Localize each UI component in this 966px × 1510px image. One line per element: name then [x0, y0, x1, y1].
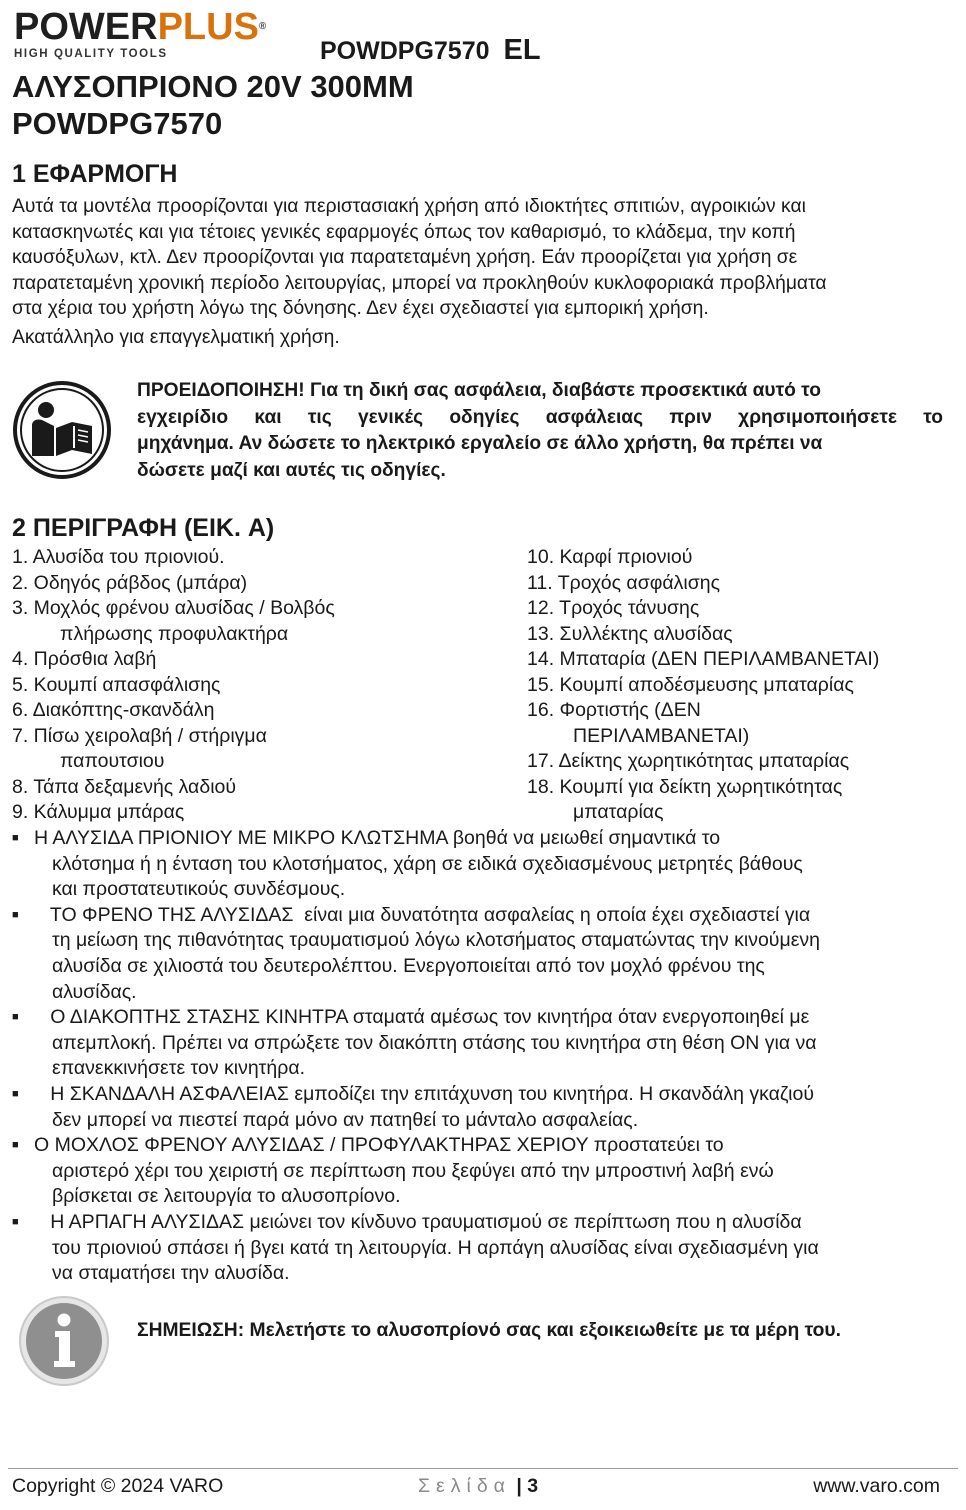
bullet-first-line	[12, 826, 962, 852]
list-item-continuation: πλήρωσης προφυλακτήρα	[60, 622, 289, 645]
bullet-square-icon: ■	[12, 1011, 19, 1024]
list-item: 2. Οδηγός ράβδος (μπάρα)	[12, 571, 248, 594]
bullet-square-icon: ■	[12, 908, 19, 921]
list-item: 12. Τροχός τάνυσης	[527, 597, 700, 619]
logo-power: POWER	[14, 6, 158, 48]
body-line: Ακατάλληλο για επαγγελματική χρήση.	[12, 326, 340, 348]
list-item: 10. Καρφί πριονιού	[527, 546, 693, 568]
bullet-continuation: του πριονιού σπάσει ή βγει κατά τη λειτουργία. Η αρπάγη αλυσίδας είναι σχεδιασμένη για	[52, 1236, 819, 1259]
bullet-text: Η ΣΚΑΝΔΑΛΗ ΑΣΦΑΛΕΙΑΣ εμποδίζει την επιτάχυνση του κινητήρα. Η σκανδάλη γκαζιού	[34, 1082, 815, 1105]
safety-features-list	[12, 826, 962, 1287]
bullet-continuation: κλότσημα ή η ένταση του κλοτσήματος, χάρη σε ειδικά σχεδιασμένους μετρητές βάθους	[52, 852, 803, 875]
bullet-continuation: αλυσίδα σε χιλιοστά του δευτερολέπτου. Ενεργοποιείται από τον μοχλό φρένου της	[52, 954, 765, 977]
footer-url: www.varo.com	[813, 1475, 940, 1497]
bullet-continuation: απεμπλοκή. Πρέπει να σπρώξετε τον διακόπτη στάσης του κινητήρα στη θέση ON για να	[52, 1031, 817, 1054]
bullet-continuation: και προστατευτικούς συνδέσμους.	[52, 878, 346, 901]
list-item: 5. Κουμπί απασφάλισης	[12, 673, 221, 696]
list-item: 18. Κουμπί για δείκτη χωρητικότητας	[527, 775, 843, 798]
bullet-text: Η ΑΛΥΣΙΔΑ ΠΡΙΟΝΙΟΥ ΜΕ ΜΙΚΡΟ ΚΛΩΤΣΗΜΑ βοηθά να μειωθεί σημαντικά το	[34, 827, 721, 849]
bullet-first-line	[12, 1210, 962, 1236]
model-code-header	[320, 34, 541, 67]
list-item: 4. Πρόσθια λαβή	[12, 648, 157, 670]
warning-line: μηχάνημα. Αν δώσετε το ηλεκτρικό εργαλείο σε άλλο χρήστη, θα πρέπει να	[137, 433, 823, 454]
bullet-continuation: βρίσκεται σε λειτουργία το αλυσοπρίονο.	[52, 1185, 401, 1208]
list-item-continuation: παπουτσιου	[60, 750, 165, 772]
body-line: καυσόξυλων, κτλ. Δεν προορίζονται για παρατεταμένη χρήση. Εάν προορίζεται για χρήση σε	[12, 247, 798, 268]
list-item: 13. Συλλέκτης αλυσίδας	[527, 622, 733, 645]
page-title	[12, 68, 414, 142]
bullet-text: Η ΑΡΠΑΓΗ ΑΛΥΣΙΔΑΣ μειώνει τον κίνδυνο τραυματισμού σε περίπτωση που η αλυσίδα	[34, 1210, 802, 1233]
bullet-square-icon: ■	[12, 1139, 19, 1152]
section-1-heading: 1 ΕΦΑΡΜΟΓΗ	[12, 160, 178, 188]
page-label: Σελίδα	[418, 1475, 511, 1497]
bullet-first-line	[12, 1005, 962, 1031]
model-code: POWDPG7570	[320, 37, 490, 65]
body-line: Αυτά τα μοντέλα προορίζονται για περιστασιακή χρήση από ιδιοκτήτες σπιτιών, αγροικιών και	[12, 196, 806, 217]
logo-registered-mark: ®	[258, 21, 267, 32]
warning-text	[137, 378, 943, 484]
body-line: παρατεταμένη χρονική περίοδο λειτουργίας, μπορεί να προκληθούν κυκλοφοριακά προβλήματα	[12, 272, 827, 294]
list-item: 15. Κουμπί αποδέσμευσης μπαταρίας	[527, 673, 854, 696]
logo-tagline: HIGH QUALITY TOOLS	[14, 48, 168, 60]
info-icon	[18, 1295, 110, 1387]
list-item: 3. Μοχλός φρένου αλυσίδας / Βολβός	[12, 597, 335, 619]
brand-logo	[14, 8, 304, 58]
parts-list-left	[12, 545, 512, 826]
bullet-square-icon: ■	[12, 1215, 19, 1228]
bullet-continuation: επανεκκινήσετε τον κινητήρα.	[52, 1057, 306, 1080]
section-1-body	[12, 194, 962, 350]
list-item: 7. Πίσω χειρολαβή / στήριγμα	[12, 724, 267, 747]
footer-copyright: Copyright © 2024 VARO	[12, 1475, 224, 1497]
bullet-continuation: δεν μπορεί να πιεστεί παρά μόνο αν πατηθεί το μάνταλο ασφαλείας.	[52, 1108, 639, 1131]
body-line: στα χέρια του χρήστη λόγω της δόνησης. Δεν έχει σχεδιαστεί για εμπορική χρήση.	[12, 298, 709, 319]
bullet-continuation: τη μείωση της πιθανότητας τραυματισμού λόγω κλοτσήματος σταματώντας την κινούμενη	[52, 929, 820, 952]
list-item: 14. Μπαταρία (ΔΕΝ ΠΕΡΙΛΑΜΒΑΝΕΤΑΙ)	[527, 648, 880, 670]
list-item-continuation: ΠΕΡΙΛΑΜΒΑΝΕΤΑΙ)	[573, 724, 750, 747]
title-line-1: ΑΛΥΣΟΠΡΙΟΝΟ 20V 300MM	[12, 69, 414, 104]
logo-wordmark	[14, 8, 304, 46]
page-separator: |	[510, 1475, 528, 1497]
bullet-continuation: να σταματήσει την αλυσίδα.	[52, 1262, 290, 1285]
section-2-heading: 2 ΠΕΡΙΓΡΑΦΗ (ΕΙΚ. A)	[12, 514, 275, 542]
list-item: 11. Τροχός ασφάλισης	[527, 571, 721, 594]
language-code: EL	[503, 34, 541, 66]
bullet-continuation: αριστερό χέρι του χειριστή σε περίπτωση που ξεφύγει από την μπροστινή λαβή ενώ	[52, 1159, 774, 1182]
bullet-continuation: αλυσίδας.	[52, 980, 137, 1003]
list-item: 16. Φορτιστής (ΔΕΝ	[527, 699, 701, 721]
list-item: 1. Αλυσίδα του πριονιού.	[12, 546, 225, 568]
bullet-text: Ο ΔΙΑΚΟΠΤΗΣ ΣΤΑΣΗΣ ΚΙΝΗΤΡΑ σταματά αμέσως τον κινητήρα όταν ενεργοποιηθεί με	[34, 1006, 810, 1029]
read-manual-icon	[12, 380, 112, 480]
page-number: 3	[527, 1475, 539, 1497]
parts-list-right	[527, 545, 963, 826]
list-item: 6. Διακόπτης-σκανδάλη	[12, 699, 215, 721]
footer-page	[418, 1475, 538, 1498]
body-line: κατασκηνωτές και για τέτοιες γενικές εφαρμογές όπως τον καθαρισμό, το κλάδεμα, την κοπή	[12, 221, 796, 243]
bullet-square-icon: ■	[12, 1087, 19, 1100]
warning-line: εγχειρίδιο και τις γενικές οδηγίες ασφάλειας πριν χρησιμοποιήσετε το	[137, 406, 943, 428]
bullet-first-line	[12, 1082, 962, 1108]
logo-plus: PLUS	[157, 6, 259, 48]
warning-line: δώσετε μαζί και αυτές τις οδηγίες.	[137, 459, 446, 481]
list-item-continuation: μπαταρίας	[573, 801, 664, 823]
warning-line: ΠΡΟΕΙΔΟΠΟΙΗΣΗ! Για τη δική σας ασφάλεια, διαβάστε προσεκτικά αυτό το	[137, 380, 821, 401]
list-item: 9. Κάλυμμα μπάρας	[12, 801, 185, 823]
list-item: 17. Δείκτης χωρητικότητας μπαταρίας	[527, 750, 850, 772]
bullet-first-line	[12, 903, 962, 929]
title-line-2: POWDPG7570	[12, 106, 223, 141]
note-text: ΣΗΜΕΙΩΣΗ: Μελετήστε το αλυσοπρίονό σας και εξοικειωθείτε με τα μέρη του.	[137, 1320, 841, 1341]
footer-divider	[8, 1468, 958, 1469]
bullet-first-line	[12, 1133, 962, 1159]
bullet-text: Ο ΜΟΧΛΟΣ ΦΡΕΝΟΥ ΑΛΥΣΙΔΑΣ / ΠΡΟΦΥΛΑΚΤΗΡΑΣ ΧΕΡΙΟΥ προστατεύει το	[34, 1134, 724, 1157]
bullet-text: ΤΟ ΦΡΕΝΟ ΤΗΣ ΑΛΥΣΙΔΑΣ είναι μια δυνατότητα ασφαλείας η οποία έχει σχεδιαστεί για	[34, 903, 811, 926]
list-item: 8. Τάπα δεξαμενής λαδιού	[12, 775, 237, 798]
bullet-square-icon: ■	[12, 832, 19, 844]
